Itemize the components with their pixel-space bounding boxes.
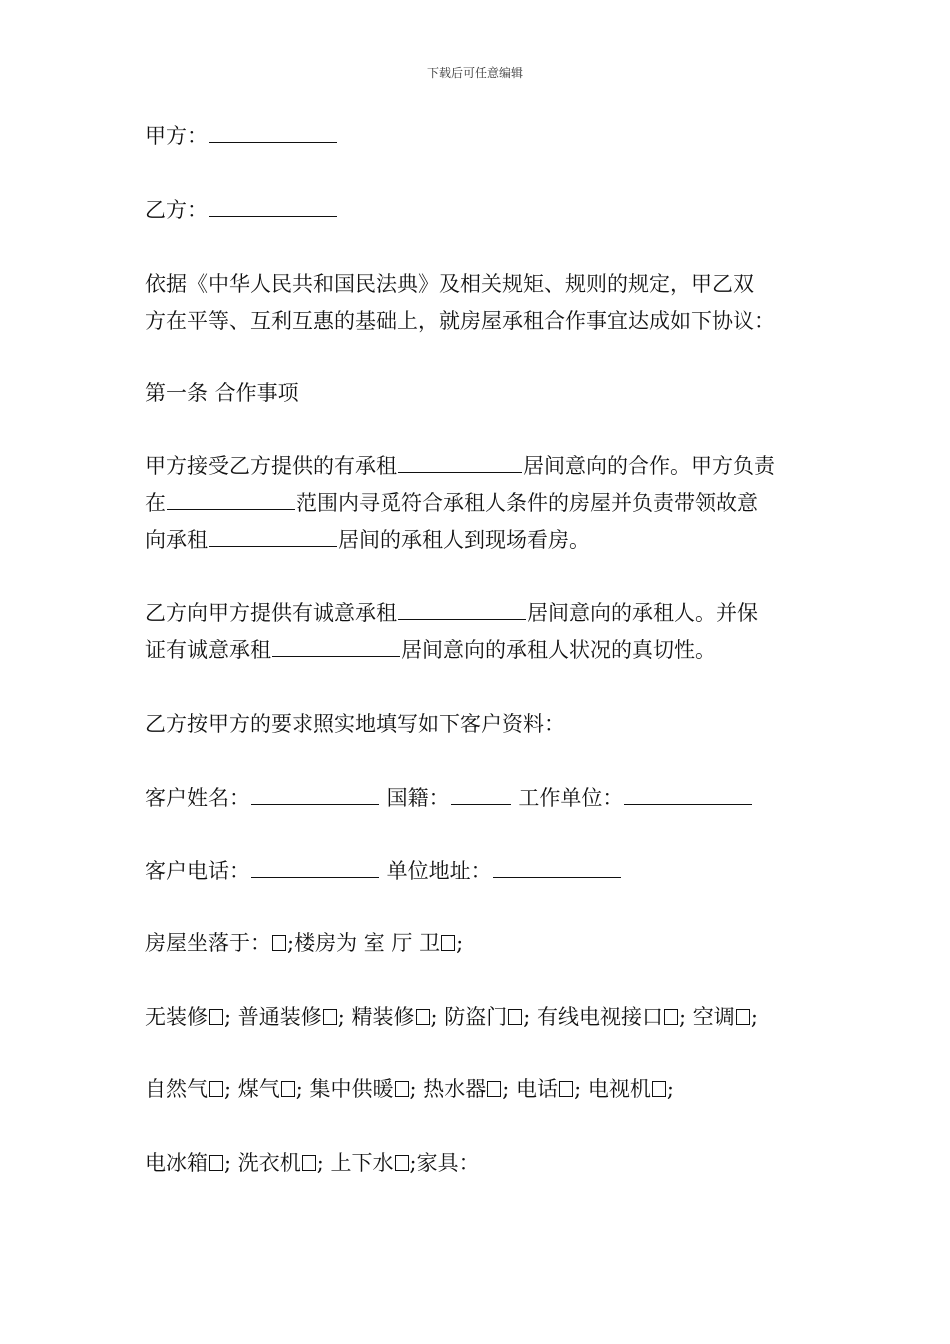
customer-name-blank <box>251 782 379 805</box>
party-b-blank <box>209 194 337 217</box>
utility-row <box>145 1071 674 1107</box>
customer-name-label: 客户姓名： <box>145 786 250 810</box>
fill-blank <box>209 524 337 547</box>
checkbox <box>209 1009 223 1025</box>
location-label: 房屋坐落于： <box>145 931 271 955</box>
option-label: ; 电视机 <box>574 1077 651 1101</box>
checkbox <box>487 1081 501 1097</box>
option-label: ; 上下水 <box>316 1151 394 1175</box>
checkbox <box>559 1081 573 1097</box>
appliance-row <box>145 1145 480 1181</box>
intro-line-2: 方在平等、互利互惠的基础上，就房屋承租合作事宜达成如下协议： <box>145 309 775 333</box>
option-label: ; 洗衣机 <box>224 1151 301 1175</box>
checkbox <box>664 1009 678 1025</box>
intro-line-1: 依据《中华人民共和国民法典》及相关规矩、规则的规定，甲乙双 <box>145 272 754 296</box>
para1-text: 向承租 <box>145 528 208 552</box>
party-b-label: 乙方： <box>145 198 208 222</box>
nationality-label: 国籍： <box>380 786 450 810</box>
option-label: 无装修 <box>145 1005 208 1029</box>
separator: ; <box>750 1005 758 1029</box>
checkbox <box>416 1009 430 1025</box>
party-a-line <box>145 118 338 154</box>
party-a-label: 甲方： <box>145 124 208 148</box>
option-label: ; 煤气 <box>224 1077 280 1101</box>
para1-text: 甲方接受乙方提供的有承租 <box>145 454 397 478</box>
checkbox <box>272 935 286 951</box>
fill-blank <box>272 634 400 657</box>
party-b-line <box>145 192 338 228</box>
fill-blank <box>167 487 295 510</box>
customer-row-2 <box>145 853 622 889</box>
checkbox <box>323 1009 337 1025</box>
checkbox <box>209 1155 223 1171</box>
party-a-blank <box>209 120 337 143</box>
option-label: ; 有线电视接口 <box>523 1005 664 1029</box>
checkbox <box>736 1009 750 1025</box>
separator: ; <box>456 931 464 955</box>
para2-text: 乙方向甲方提供有诚意承租 <box>145 601 397 625</box>
para3-line: 乙方按甲方的要求照实地填写如下客户资料： <box>145 712 565 736</box>
para1-line-3 <box>145 522 590 558</box>
option-label: 自然气 <box>145 1077 208 1101</box>
page-header: 下载后可任意编辑 <box>426 66 523 80</box>
nationality-blank <box>451 782 511 805</box>
checkbox <box>395 1081 409 1097</box>
employer-address-label: 单位地址： <box>380 859 492 883</box>
fill-blank <box>398 597 526 620</box>
option-label: ; 热水器 <box>409 1077 487 1101</box>
checkbox <box>209 1081 223 1097</box>
option-label: ; 电话 <box>502 1077 559 1101</box>
checkbox <box>395 1155 409 1171</box>
option-label: ; 普通装修 <box>224 1005 322 1029</box>
checkbox <box>441 935 455 951</box>
para2-line-2 <box>145 632 716 668</box>
checkbox <box>508 1009 522 1025</box>
option-label: ; 防盗门 <box>430 1005 508 1029</box>
para1-text: 在 <box>145 491 166 515</box>
employer-address-blank <box>493 855 621 878</box>
checkbox <box>652 1081 666 1097</box>
customer-phone-label: 客户电话： <box>145 859 250 883</box>
para2-text: 居间意向的承租人状况的真切性。 <box>401 638 716 662</box>
para2-line-1 <box>145 595 758 631</box>
para1-text: 居间意向的合作。甲方负责 <box>523 454 775 478</box>
layout-label: ;楼房为 室 厅 卫 <box>287 931 441 955</box>
para1-line-2 <box>145 485 758 521</box>
employer-label: 工作单位： <box>511 786 624 810</box>
checkbox <box>302 1155 316 1171</box>
para1-line-1 <box>145 448 775 484</box>
article-1-title: 第一条 合作事项 <box>145 381 299 405</box>
option-label: ; 集中供暖 <box>295 1077 394 1101</box>
separator: ; <box>666 1077 674 1101</box>
customer-row-1 <box>145 780 753 816</box>
option-label: ;家具： <box>409 1151 480 1175</box>
employer-blank <box>624 782 752 805</box>
location-row <box>145 925 463 961</box>
fill-blank <box>398 450 522 473</box>
customer-phone-blank <box>251 855 379 878</box>
para2-text: 证有诚意承租 <box>145 638 271 662</box>
para2-text: 居间意向的承租人。并保 <box>527 601 758 625</box>
decor-row <box>145 999 758 1035</box>
para1-text: 范围内寻觅符合承租人条件的房屋并负责带领故意 <box>296 491 758 515</box>
checkbox <box>281 1081 295 1097</box>
option-label: ; 空调 <box>679 1005 735 1029</box>
option-label: ; 精装修 <box>337 1005 415 1029</box>
para1-text: 居间的承租人到现场看房。 <box>338 528 590 552</box>
option-label: 电冰箱 <box>145 1151 208 1175</box>
